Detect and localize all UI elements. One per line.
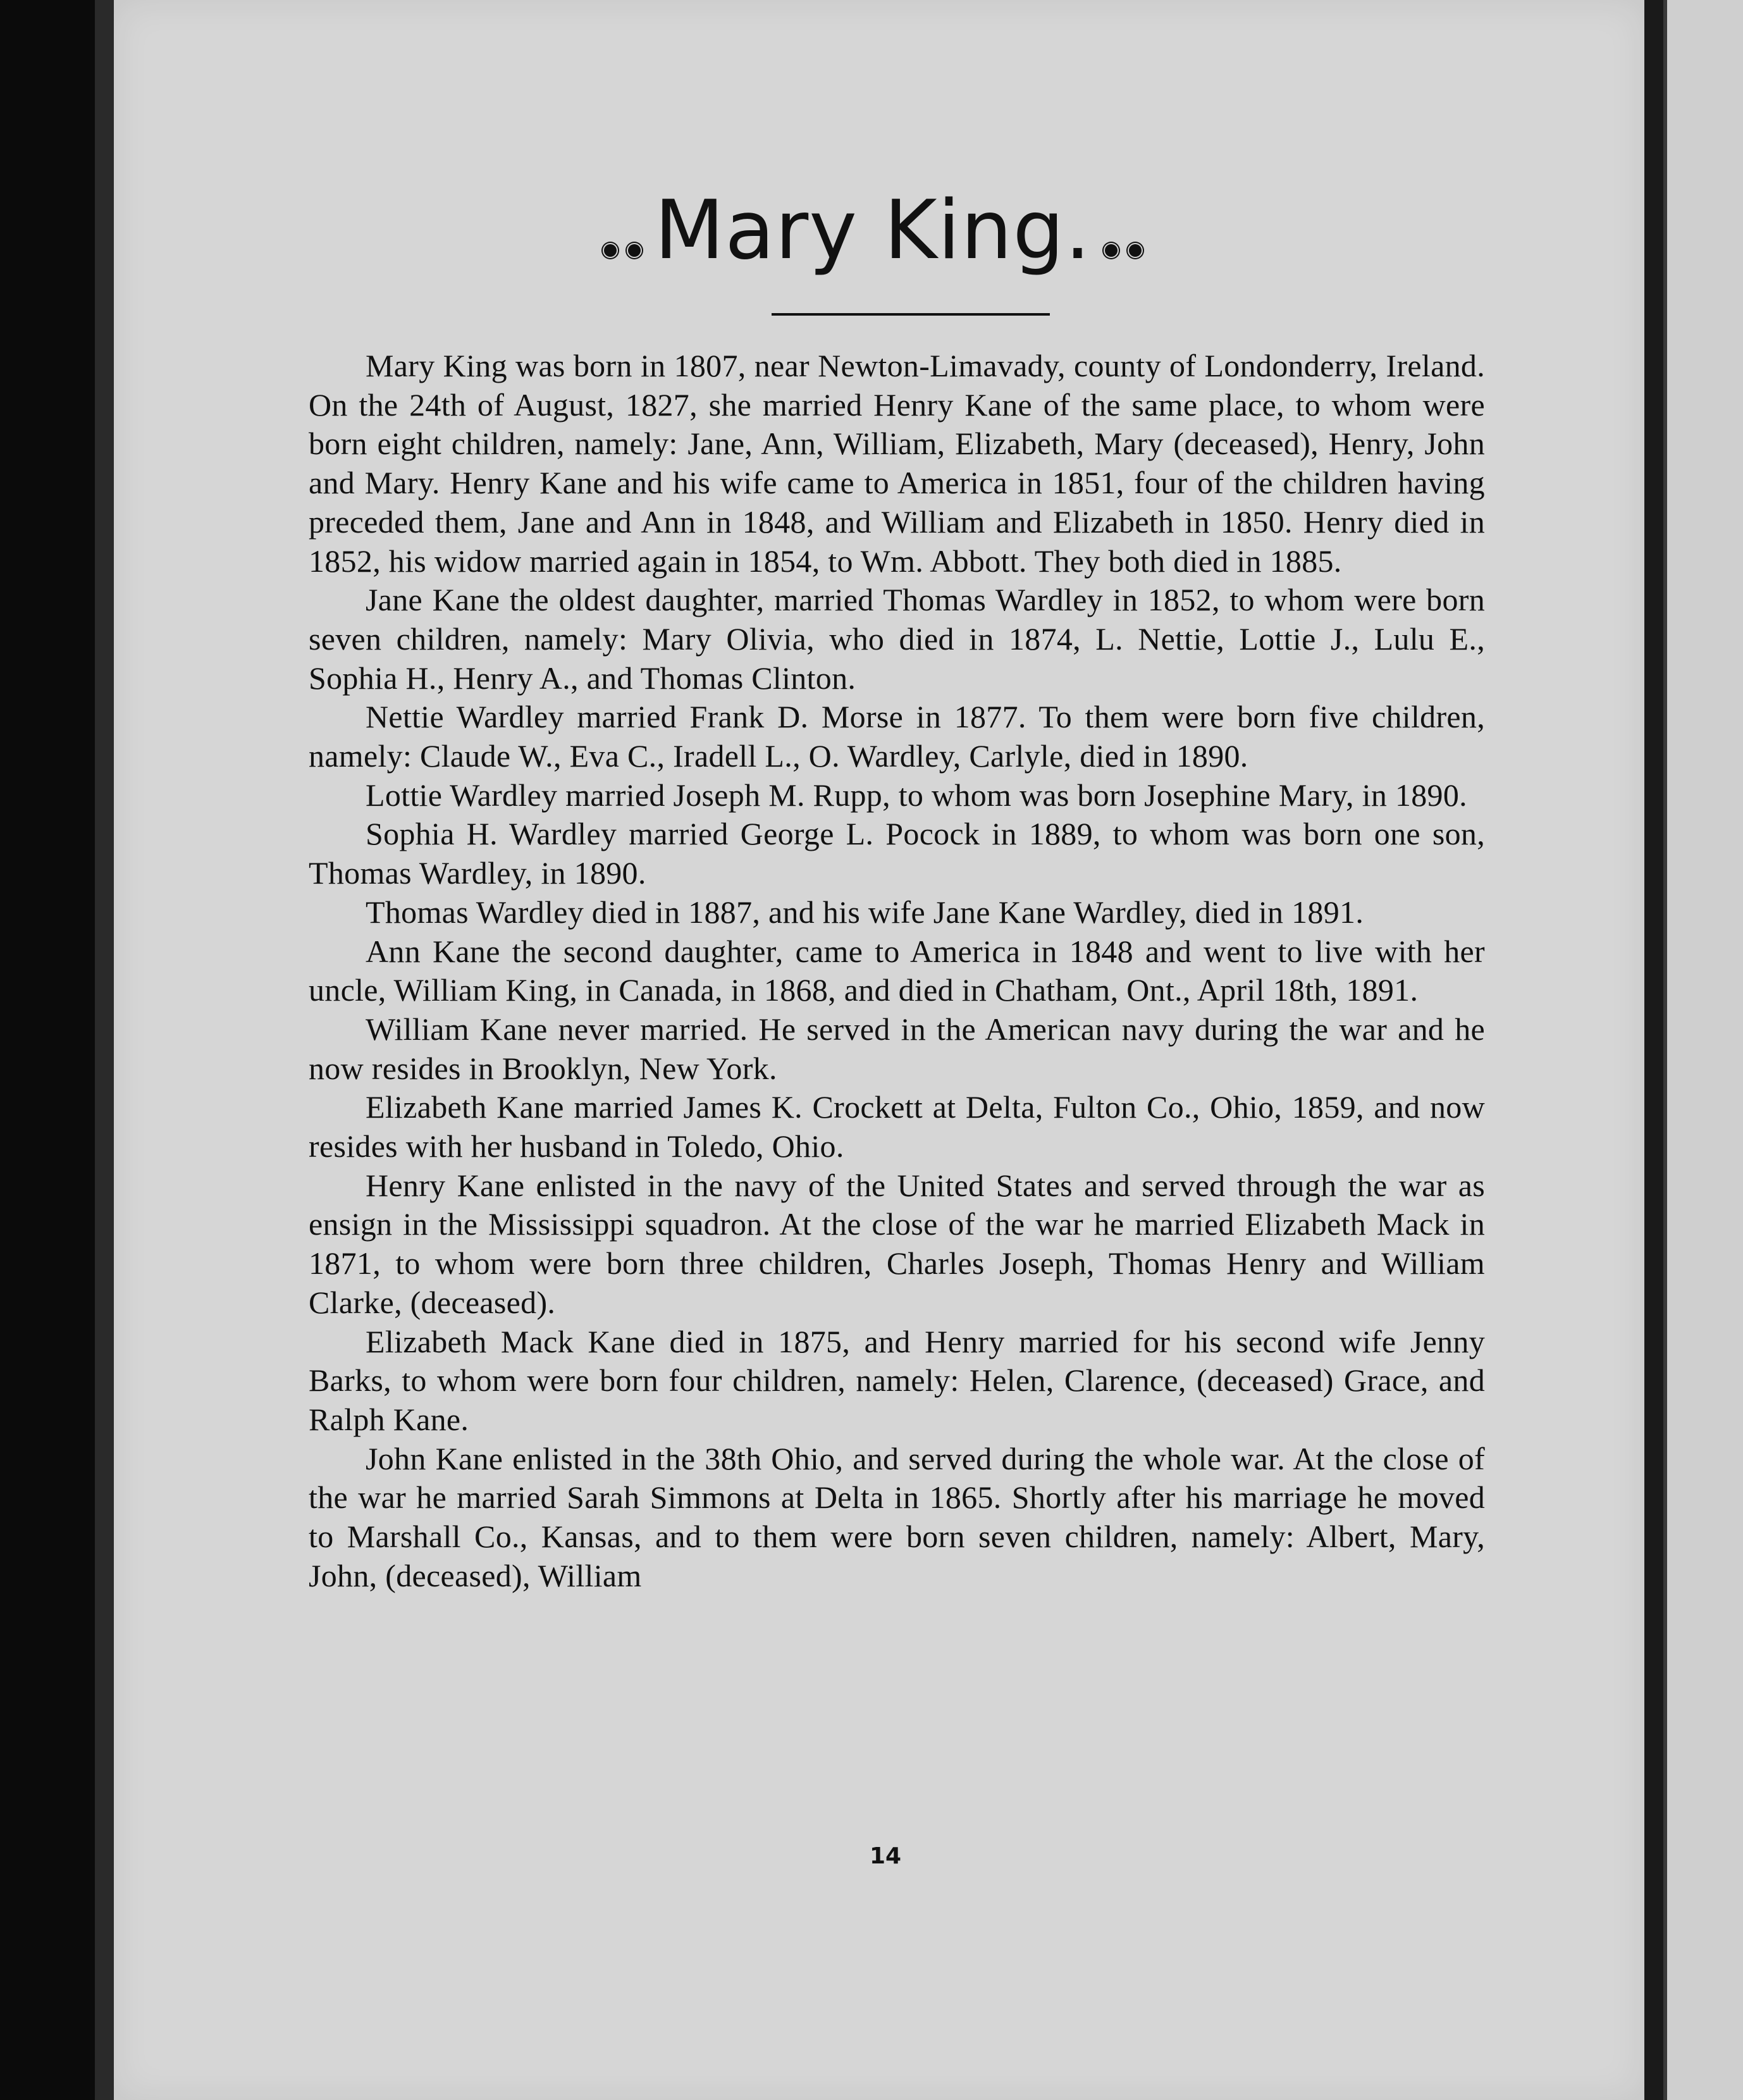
title-ornament-right [1105, 205, 1142, 257]
binding-shadow [95, 0, 114, 2100]
facing-page-border [1663, 0, 1667, 2100]
paragraph: John Kane enlisted in the 38th Ohio, and served during the whole war. At the close of the war he married Sarah Simmons at Delta in 1865. Shortly after his marriage he moved to Marshall Co., Kansas, and to them were born seven children, namely: Albert, Mary, John, (deceased), William [309, 1440, 1485, 1593]
paragraph: Mary King was born in 1807, near Newton-Limavady, county of Londonderry, Ireland. On the 24th of August, 1827, she married Henry Kane of the same place, to whom were born eight children, namely: Jane, Ann, William, Elizabeth, Mary (deceased), Henry, John and Mary. Henry Kane and his wife came to America in 1851, four of the children having preceded them, Jane and Ann in 1848, and William and Elizabeth in 1850. Henry died in 1852, his widow married again in 1854, to Wm. Abbott. They both died in 1885. [309, 348, 1485, 579]
paragraph: Ann Kane the second daughter, came to America in 1848 and went to live with her uncle, William King, in Canada, in 1868, and died in Chatham, Ont., April 18th, 1891. [309, 933, 1485, 1008]
paragraph: Nettie Wardley married Frank D. Morse in 1877. To them were born five children, namely: Claude W., Eva C., Iradell L., O. Wardley, Carlyle, died in 1890. [309, 699, 1485, 774]
ornament-dot-icon [628, 244, 641, 257]
page-gutter [1644, 0, 1663, 2100]
facing-page-edge [1663, 0, 1743, 2100]
body-text [309, 347, 1485, 1596]
ornament-dot-icon [1129, 244, 1142, 257]
page-title [544, 177, 1202, 285]
title-text: Mary King. [654, 183, 1092, 278]
ornament-dot-icon [1105, 244, 1118, 257]
paragraph: Henry Kane enlisted in the navy of the United States and served through the war as ensign in the Mississippi squadron. At the close of the war he married Elizabeth Mack in 1871, to whom were born three children, Charles Joseph, Thomas Henry and William Clarke, (deceased). [309, 1167, 1485, 1320]
paragraph: Lottie Wardley married Joseph M. Rupp, to whom was born Josephine Mary, in 1890. [366, 777, 1467, 813]
title-ornament-left [604, 205, 641, 257]
page-number: 14 [869, 1843, 902, 1869]
title-rule [772, 313, 1050, 316]
paragraph: William Kane never married. He served in the American navy during the war and he now resides in Brooklyn, New York. [309, 1011, 1485, 1086]
paragraph: Elizabeth Mack Kane died in 1875, and Henry married for his second wife Jenny Barks, to whom were born four children, namely: Helen, Clarence, (deceased) Grace, and Ralph Kane. [309, 1323, 1485, 1437]
paragraph: Elizabeth Kane married James K. Crockett at Delta, Fulton Co., Ohio, 1859, and now resides with her husband in Toledo, Ohio. [309, 1089, 1485, 1164]
ornament-dot-icon [604, 244, 617, 257]
paragraph: Jane Kane the oldest daughter, married Thomas Wardley in 1852, to whom were born seven children, namely: Mary Olivia, who died in 1874, L. Nettie, Lottie J., Lulu E., Sophia H., Henry A., and Thomas Clinton. [309, 582, 1485, 696]
paragraph: Thomas Wardley died in 1887, and his wife Jane Kane Wardley, died in 1891. [366, 894, 1364, 930]
paragraph: Sophia H. Wardley married George L. Pocock in 1889, to whom was born one son, Thomas Wardley, in 1890. [309, 816, 1485, 891]
